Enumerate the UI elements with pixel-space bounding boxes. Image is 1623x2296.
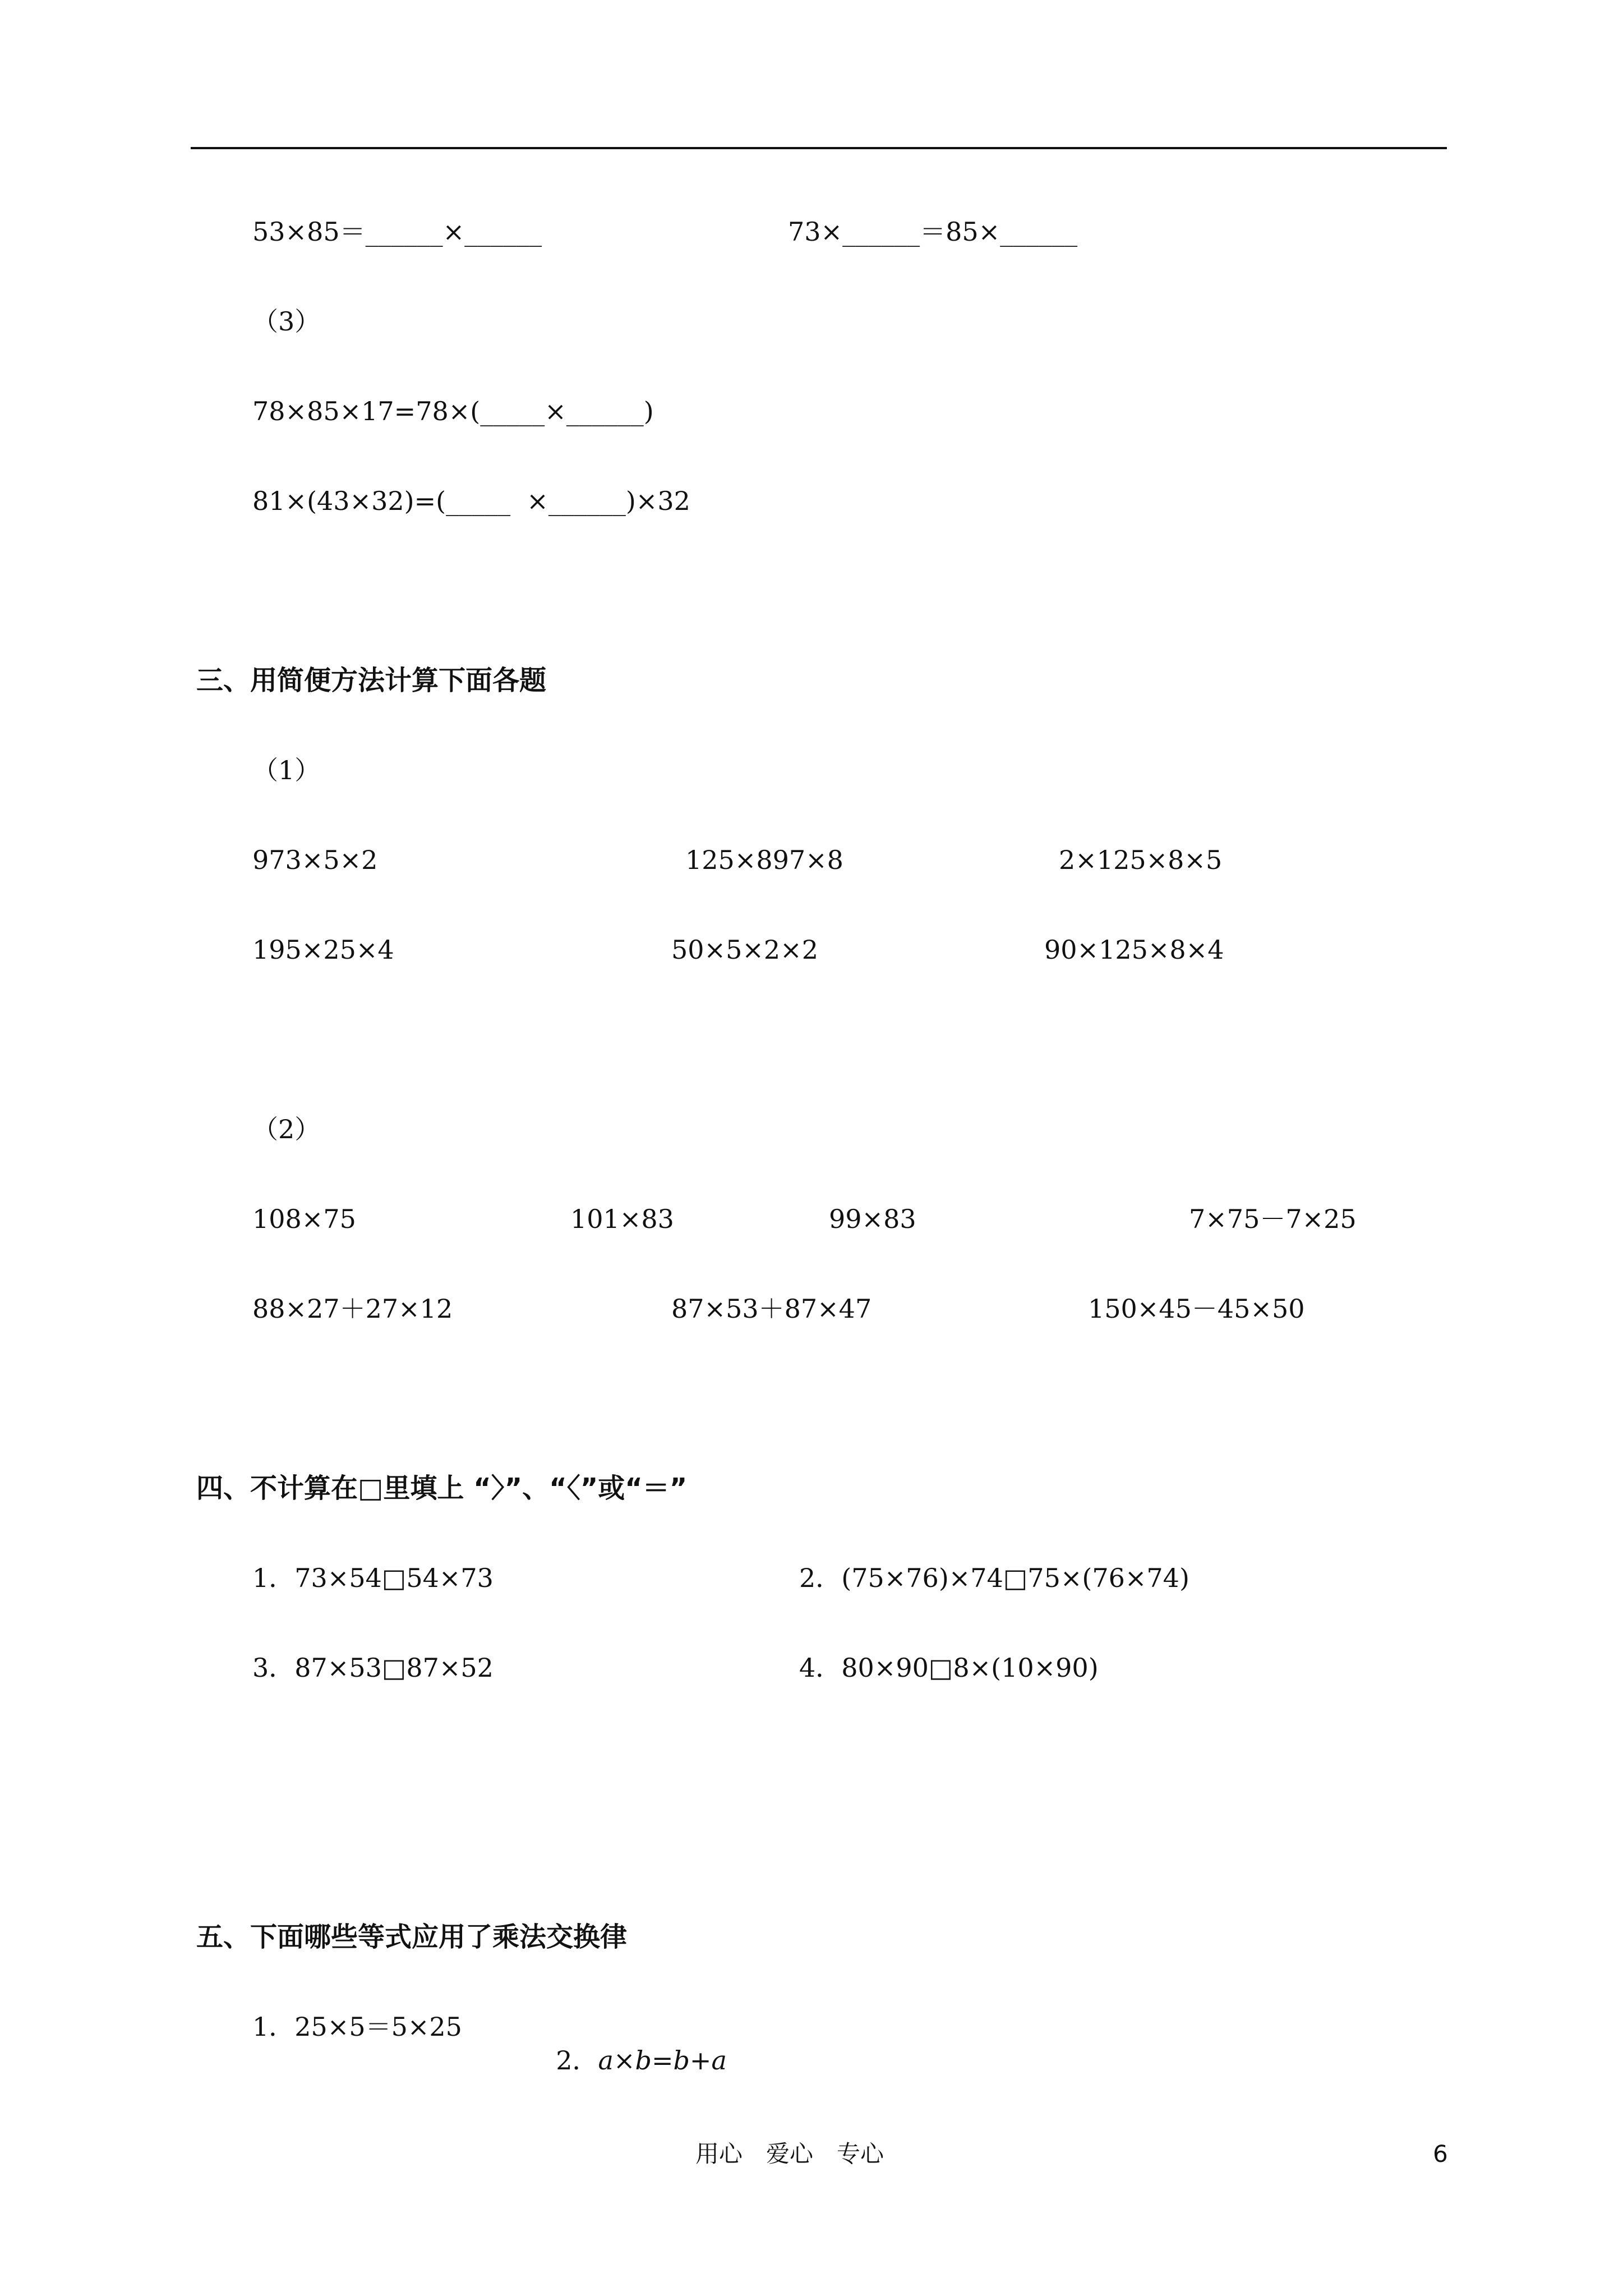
- exercise-item: 7×75－7×25: [1189, 1204, 1357, 1234]
- exercise-81x43x32: 81×(43×32)=(_____ ×______)×32: [252, 486, 690, 516]
- section-5-heading: 五、下面哪些等式应用了乘法交换律: [196, 1921, 628, 1953]
- comparison-item-2: 2．(75×76)×74□75×(76×74): [799, 1563, 1189, 1593]
- comparison-item-1: 1．73×54□54×73: [252, 1563, 494, 1593]
- exercise-item: 87×53＋87×47: [671, 1294, 872, 1324]
- exercise-78x85x17: 78×85×17=78×(_____×______): [252, 396, 654, 426]
- exercise-53x85: 53×85＝______×______: [252, 217, 542, 247]
- section-4-heading: 四、不计算在□里填上 “〉”、“〈”或“＝”: [196, 1473, 688, 1504]
- exercise-item: 101×83: [570, 1204, 674, 1234]
- exercise-73x: 73×______＝85×______: [788, 217, 1078, 247]
- part-3-label: （3）: [252, 306, 321, 337]
- page-number: 6: [1433, 2140, 1448, 2168]
- equation-item-2-expression: a×b=b+a: [598, 2045, 727, 2076]
- equation-item-1: 1．25×5＝5×25: [252, 2012, 462, 2042]
- header-rule: [191, 147, 1447, 149]
- equation-item-2-number: 2．: [556, 2045, 598, 2076]
- exercise-item: 99×83: [829, 1204, 916, 1234]
- exercise-item: 88×27＋27×12: [252, 1294, 453, 1324]
- exercise-item: 2×125×8×5: [1059, 845, 1223, 875]
- part-1-label: （1）: [252, 755, 321, 785]
- equation-item-2: [540, 2010, 727, 2077]
- comparison-item-4: 4．80×90□8×(10×90): [799, 1653, 1099, 1683]
- section-3-heading: 三、用简便方法计算下面各题: [196, 665, 547, 696]
- exercise-item: 973×5×2: [252, 845, 378, 875]
- footer-motto: 用心 爱心 专心: [695, 2140, 884, 2168]
- exercise-item: 125×897×8: [685, 845, 843, 875]
- comparison-item-3: 3．87×53□87×52: [252, 1653, 494, 1683]
- exercise-item: 90×125×8×4: [1044, 935, 1224, 965]
- part-2-label: （2）: [252, 1114, 321, 1144]
- exercise-item: 108×75: [252, 1204, 356, 1234]
- exercise-item: 50×5×2×2: [671, 935, 818, 965]
- exercise-item: 150×45－45×50: [1088, 1294, 1305, 1324]
- exercise-item: 195×25×4: [252, 935, 394, 965]
